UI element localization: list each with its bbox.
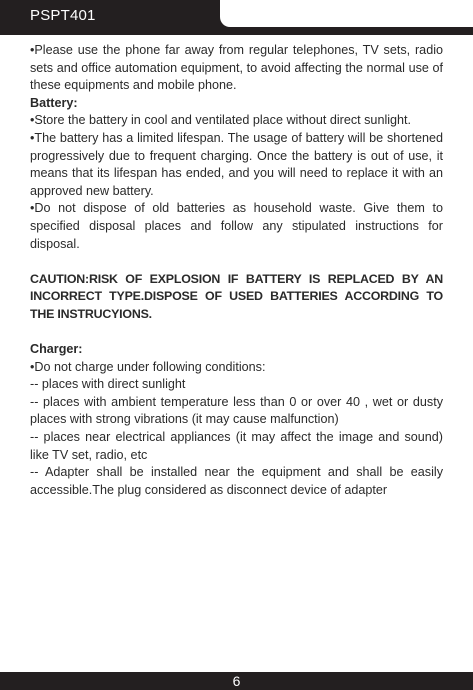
spacer [30,253,443,271]
battery-item: •The battery has a limited lifespan. The usage of battery will be shortened progressively due to frequent charging. Once the battery is out of use, it means that its lifespan has ended, and you will need to replace it with an approved new battery. [30,130,443,198]
document-title: PSPT401 [30,7,96,24]
page-number: 6 [232,673,241,689]
footer-bar [0,672,473,690]
charger-item: -- Adapter shall be installed near the equipment and shall be easily accessible.The plug considered as disconnect device of adapter [30,465,443,497]
spacer [30,324,443,342]
charger-item: •Do not charge under following conditions: [30,359,266,374]
caution-warning: CAUTION:RISK OF EXPLOSION IF BATTERY IS REPLACED BY AN INCORRECT TYPE.DISPOSE OF USED BATTERIES ACCORDING TO THE INSTRUCYIONS. [30,271,443,321]
battery-item: •Store the battery in cool and ventilated place without direct sunlight. [30,113,412,128]
charger-item: -- places with direct sunlight [30,377,186,392]
charger-item: -- places with ambient temperature less than 0 or over 40 , wet or dusty places with strong vibrations (it may cause malfunction) [30,394,443,427]
battery-heading: Battery: [30,95,78,110]
intro-paragraph: •Please use the phone far away from regular telephones, TV sets, radio sets and office automation equipment, to avoid affecting the normal use of these equipments and mobile phone. [30,43,443,93]
charger-item: -- places near electrical appliances (it may affect the image and sound) like TV set, radio, etc [30,430,443,462]
charger-heading: Charger: [30,342,83,357]
header-tab-cutout [220,0,473,27]
page-content [30,42,443,499]
battery-item: •Do not dispose of old batteries as household waste. Give them to specified disposal places and follow any stipulated instructions for disposal. [30,201,443,251]
